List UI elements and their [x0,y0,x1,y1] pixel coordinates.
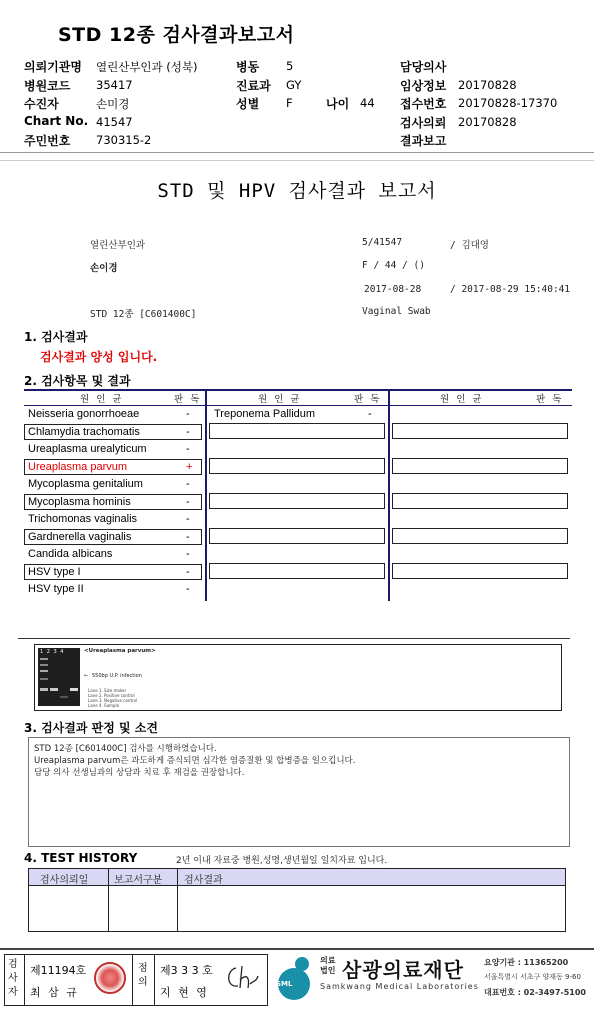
reported-date: / 2017-08-29 15:40:41 [450,284,571,295]
test-name: STD 12종 [C601400C] [90,309,197,320]
org-tag-top: 의료 [320,956,336,965]
tester-name: 최 삼 규 [30,986,79,999]
section1-title: 1. 검사결과 [24,330,88,344]
header-label: 접수번호 [400,97,447,111]
opinion-line-1: STD 12종 [C601400C] 검사를 시행하였습니다. [34,744,217,754]
history-col-divider-1 [108,869,109,931]
opinion-line-2: Ureaplasma parvum은 과도하게 증식되면 심각한 염증질환 및 합병증을 일으킵니다. [34,756,356,766]
sex-age: F / 44 / () [362,260,425,271]
history-col-date: 검사의뢰일 [40,875,89,886]
header-label: 진료과 [236,78,271,93]
header-value: 44 [360,96,375,110]
gel-electrophoresis-image [38,648,80,706]
column-divider-2 [388,389,390,601]
header-value: 열린산부인과 (성북) [96,60,198,74]
gel-lane-numbers: 1 2 3 4 [40,649,65,655]
sml-logo-text: SML [276,980,293,988]
col-result-3: 판 독 [536,394,564,405]
item-result: - [186,408,190,420]
reviewer-label: 점의 [138,963,148,988]
header-label: 병동 [236,60,260,74]
empty-result-box [392,423,568,439]
sig-divider-2 [132,954,133,1006]
org-name: 삼광의료재단 [342,958,464,982]
header-value: 손미경 [96,97,130,111]
header-label: 수진자 [24,97,59,111]
org-code: 요양기관 : 11365200 [484,958,569,967]
gel-bands-svg [38,648,80,706]
item-result: - [186,548,190,560]
doctor-name: / 김대영 [450,240,489,251]
org-tag-bottom: 법인 [320,966,336,975]
received-date: 2017-08-28 [364,284,422,295]
col-result-2: 판 독 [354,394,382,405]
empty-result-box [209,423,385,439]
gel-legend-2: Lane 2. Positive control [88,693,135,698]
sig-divider-3 [154,954,155,1006]
history-col-divider-2 [177,869,178,931]
header-divider [0,152,594,153]
header-value: F [286,96,293,110]
sml-logo-icon [272,954,316,1002]
opinion-line-3: 담당 의사 선생님과의 상담과 치료 후 재검을 권장합니다. [34,768,245,778]
header-value: 20170828-17370 [458,96,558,110]
item-result: - [186,495,190,508]
item-name: Ureaplasma urealyticum [28,443,147,455]
header-label: 임상정보 [400,78,447,93]
item-result: - [186,425,190,438]
header-label: 결과보고 [400,134,447,148]
item-result: - [186,530,190,543]
history-note: 2년 이내 자료중 병원,성명,생년월일 일치자료 입니다. [176,856,388,866]
header-value: 20170828 [458,77,517,92]
col-pathogen-1: 원 인 균 [80,394,124,405]
item-name: Neisseria gonorrhoeae [28,408,140,420]
header-label: 병원코드 [24,78,71,93]
section2-title: 2. 검사항목 및 결과 [24,374,131,388]
header-label: 나이 [326,97,350,111]
hospital-name: 열린산부인과 [90,240,146,251]
gel-legend-4: Lane 4. Sample [88,703,120,708]
item-result: - [186,565,190,578]
footer-divider [0,948,594,950]
col-pathogen-2: 원 인 균 [258,394,302,405]
item-name: Chlamydia trachomatis [28,425,140,438]
items-bottom-line [18,638,570,639]
item-name: HSV type II [28,583,84,595]
section3-title: 3. 검사결과 판정 및 소견 [24,721,158,735]
item-result: - [186,478,190,490]
item-name: Gardnerella vaginalis [28,530,132,543]
org-english-name: Samkwang Medical Laboratories [320,982,479,991]
item-name: Mycoplasma hominis [28,495,131,508]
history-table-header [29,869,565,886]
item-name: Candida albicans [28,548,113,560]
item-result: - [186,513,190,525]
header-value: 41547 [96,114,133,129]
header-value: 5 [286,59,294,73]
header-divider-2 [0,160,594,161]
empty-result-box [209,493,385,509]
header-label: 의뢰기관명 [24,60,82,74]
specimen: Vaginal Swab [362,306,431,317]
treponema-name: Treponema Pallidum [214,408,316,420]
empty-result-box [209,458,385,474]
empty-result-box [392,528,568,544]
ward-chart: 5/41547 [362,237,403,248]
item-result: + [186,460,193,473]
empty-result-box [392,458,568,474]
item-name: HSV type I [28,565,81,578]
positive-result-text: 검사결과 양성 입니다. [40,350,158,364]
header-label: 담당의사 [400,60,447,74]
history-col-result: 검사결과 [184,875,223,886]
history-col-type: 보고서구분 [114,875,163,886]
column-divider-1 [205,389,207,601]
item-result: - [186,443,190,455]
header-label: 주민번호 [24,134,71,148]
col-pathogen-3: 원 인 균 [440,394,484,405]
patient-name: 손이경 [90,263,118,274]
document-title: STD 12종 검사결과보고서 [58,24,295,46]
header-label: Chart No. [24,113,89,128]
header-value: 20170828 [458,114,517,129]
item-name: Mycoplasma genitalium [28,478,143,490]
sig-divider-1 [24,954,25,1006]
header-value: 730315-2 [96,133,152,147]
gel-band-label: 550bp U.P. infection [92,673,142,679]
gel-caption: <Ureaplasma parvum> [84,648,156,654]
empty-result-box [209,563,385,579]
item-result: - [186,583,190,595]
header-label: 검사의뢰 [400,115,447,130]
header-value: 35417 [96,77,133,92]
item-name: Trichomonas vaginalis [28,513,138,525]
reviewer-signature [222,960,264,996]
org-address: 서울특별시 서초구 양재동 9-60 [484,973,581,981]
report-title: STD 및 HPV 검사결과 보고서 [157,180,437,202]
gel-legend-1: Lane 1. Size maker [88,688,127,693]
tester-license: 제11194호 [30,964,87,977]
section4-title: 4. TEST HISTORY [24,851,138,865]
item-name: Ureaplasma parvum [28,460,128,473]
empty-result-box [209,528,385,544]
tester-label: 검사자 [8,959,18,998]
reviewer-license: 제3 3 3 호 [160,964,213,977]
empty-result-box [392,493,568,509]
tester-seal [94,962,126,994]
empty-result-box [392,563,568,579]
gel-arrow: ← [84,673,89,679]
header-label: 성별 [236,97,260,111]
treponema-result: - [368,408,372,420]
col-result-1: 판 독 [174,394,202,405]
header-value: GY [286,77,302,92]
reviewer-name: 지 현 영 [160,986,209,999]
org-phone: 대표번호 : 02-3497-5100 [484,988,586,997]
gel-legend-3: Lane 3. Negative control [88,698,138,703]
